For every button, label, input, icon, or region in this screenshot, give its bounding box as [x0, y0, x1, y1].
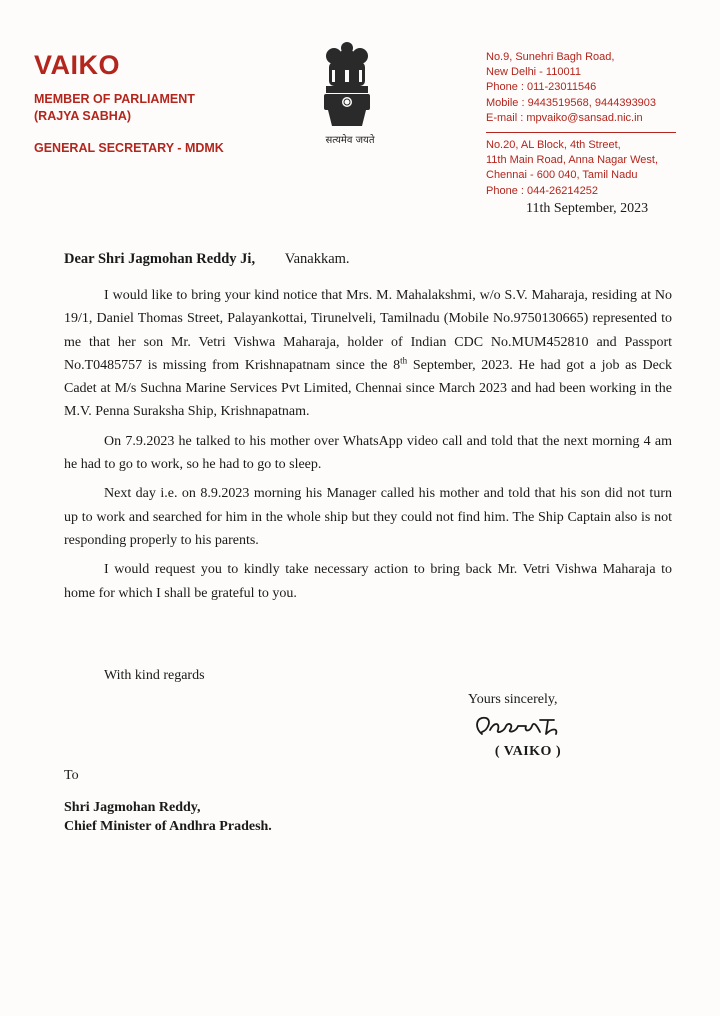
- ordinal-suffix: th: [400, 355, 408, 366]
- paragraph-3: Next day i.e. on 8.9.2023 morning his Manager called his mother and told that his son did not turn up to work and searched for him in the whole ship but they could not find him. The Ship Captain also is not responding properly to his parents.: [64, 486, 672, 548]
- address-divider: [486, 132, 676, 133]
- national-emblem-icon: [318, 38, 376, 146]
- recipient-name: Shri Jagmohan Reddy,: [64, 800, 201, 815]
- paragraph-1: [64, 284, 672, 424]
- sender-title-3: GENERAL SECRETARY - MDMK: [34, 141, 224, 155]
- yours-sincerely: Yours sincerely,: [468, 692, 558, 707]
- address-line: No.9, Sunehri Bagh Road,: [486, 51, 615, 63]
- handwritten-signature: [468, 708, 578, 742]
- salutation-name: Dear Shri Jagmohan Reddy Ji,: [64, 251, 256, 267]
- recipient-block: [64, 768, 272, 836]
- signature-block: [468, 692, 588, 760]
- address-line: E-mail : mpvaiko@sansad.nic.in: [486, 111, 643, 124]
- address-line: 11th Main Road, Anna Nagar West,: [486, 154, 659, 167]
- sender-title-2: (RAJYA SABHA): [34, 109, 132, 123]
- letter-body: [64, 284, 672, 611]
- address-line: Mobile : 9443519568, 9444393903: [486, 96, 657, 109]
- address-delhi: [486, 50, 676, 126]
- address-chennai: [486, 138, 676, 199]
- address-line: Chennai - 600 040, Tamil Nadu: [486, 169, 638, 182]
- letterhead-addresses: [486, 50, 676, 199]
- letter-date: 11th September, 2023: [526, 201, 649, 216]
- paragraph-1-part-b: September, 2023. He had got a job as Deck Cadet at M/s Suchna Marine Services Pvt Limited, Chennai since March 2023 and had been working in the M.V. Penna Suraksha Ship, Krishnapatnam.: [64, 357, 672, 420]
- paragraph-2: On 7.9.2023 he talked to his mother over WhatsApp video call and told that the next morning 4 am he had to go to work, so he had to go to sleep.: [64, 433, 672, 473]
- paragraph-1-part-a: I would like to bring your kind notice that Mrs. M. Mahalakshmi, w/o S.V. Maharaja, residing at No 19/1, Daniel Thomas Street, Palayankottai, Tirunelveli, Tamilnadu (Mobile No.9750130665) represented to me that her son Mr. Vetri Vishwa Maharaja, holder of Indian CDC No.MUM452810 and Passport No.T0485757 is missing from Krishnapatnam since the 8: [64, 288, 672, 373]
- salutation: [64, 251, 350, 268]
- address-line: Phone : 011-23011546: [486, 81, 597, 94]
- closing: With kind regards: [104, 668, 205, 683]
- address-line: No.20, AL Block, 4th Street,: [486, 139, 621, 152]
- recipient-title: Chief Minister of Andhra Pradesh.: [64, 819, 272, 834]
- emblem-motto: सत्यमेव जयते: [325, 135, 375, 146]
- address-line: New Delhi - 110011: [486, 66, 581, 79]
- greeting: Vanakkam.: [284, 251, 350, 267]
- address-line: Phone : 044-26214252: [486, 184, 598, 197]
- sender-title-1: MEMBER OF PARLIAMENT: [34, 92, 195, 106]
- sender-name: VAIKO: [34, 50, 121, 80]
- letterhead-left: [34, 50, 224, 157]
- to-label: To: [64, 768, 79, 783]
- signatory-name: ( VAIKO ): [494, 744, 562, 759]
- paragraph-4: I would request you to kindly take necessary action to bring back Mr. Vetri Vishwa Maharaja to home for which I shall be grateful to you.: [64, 562, 672, 601]
